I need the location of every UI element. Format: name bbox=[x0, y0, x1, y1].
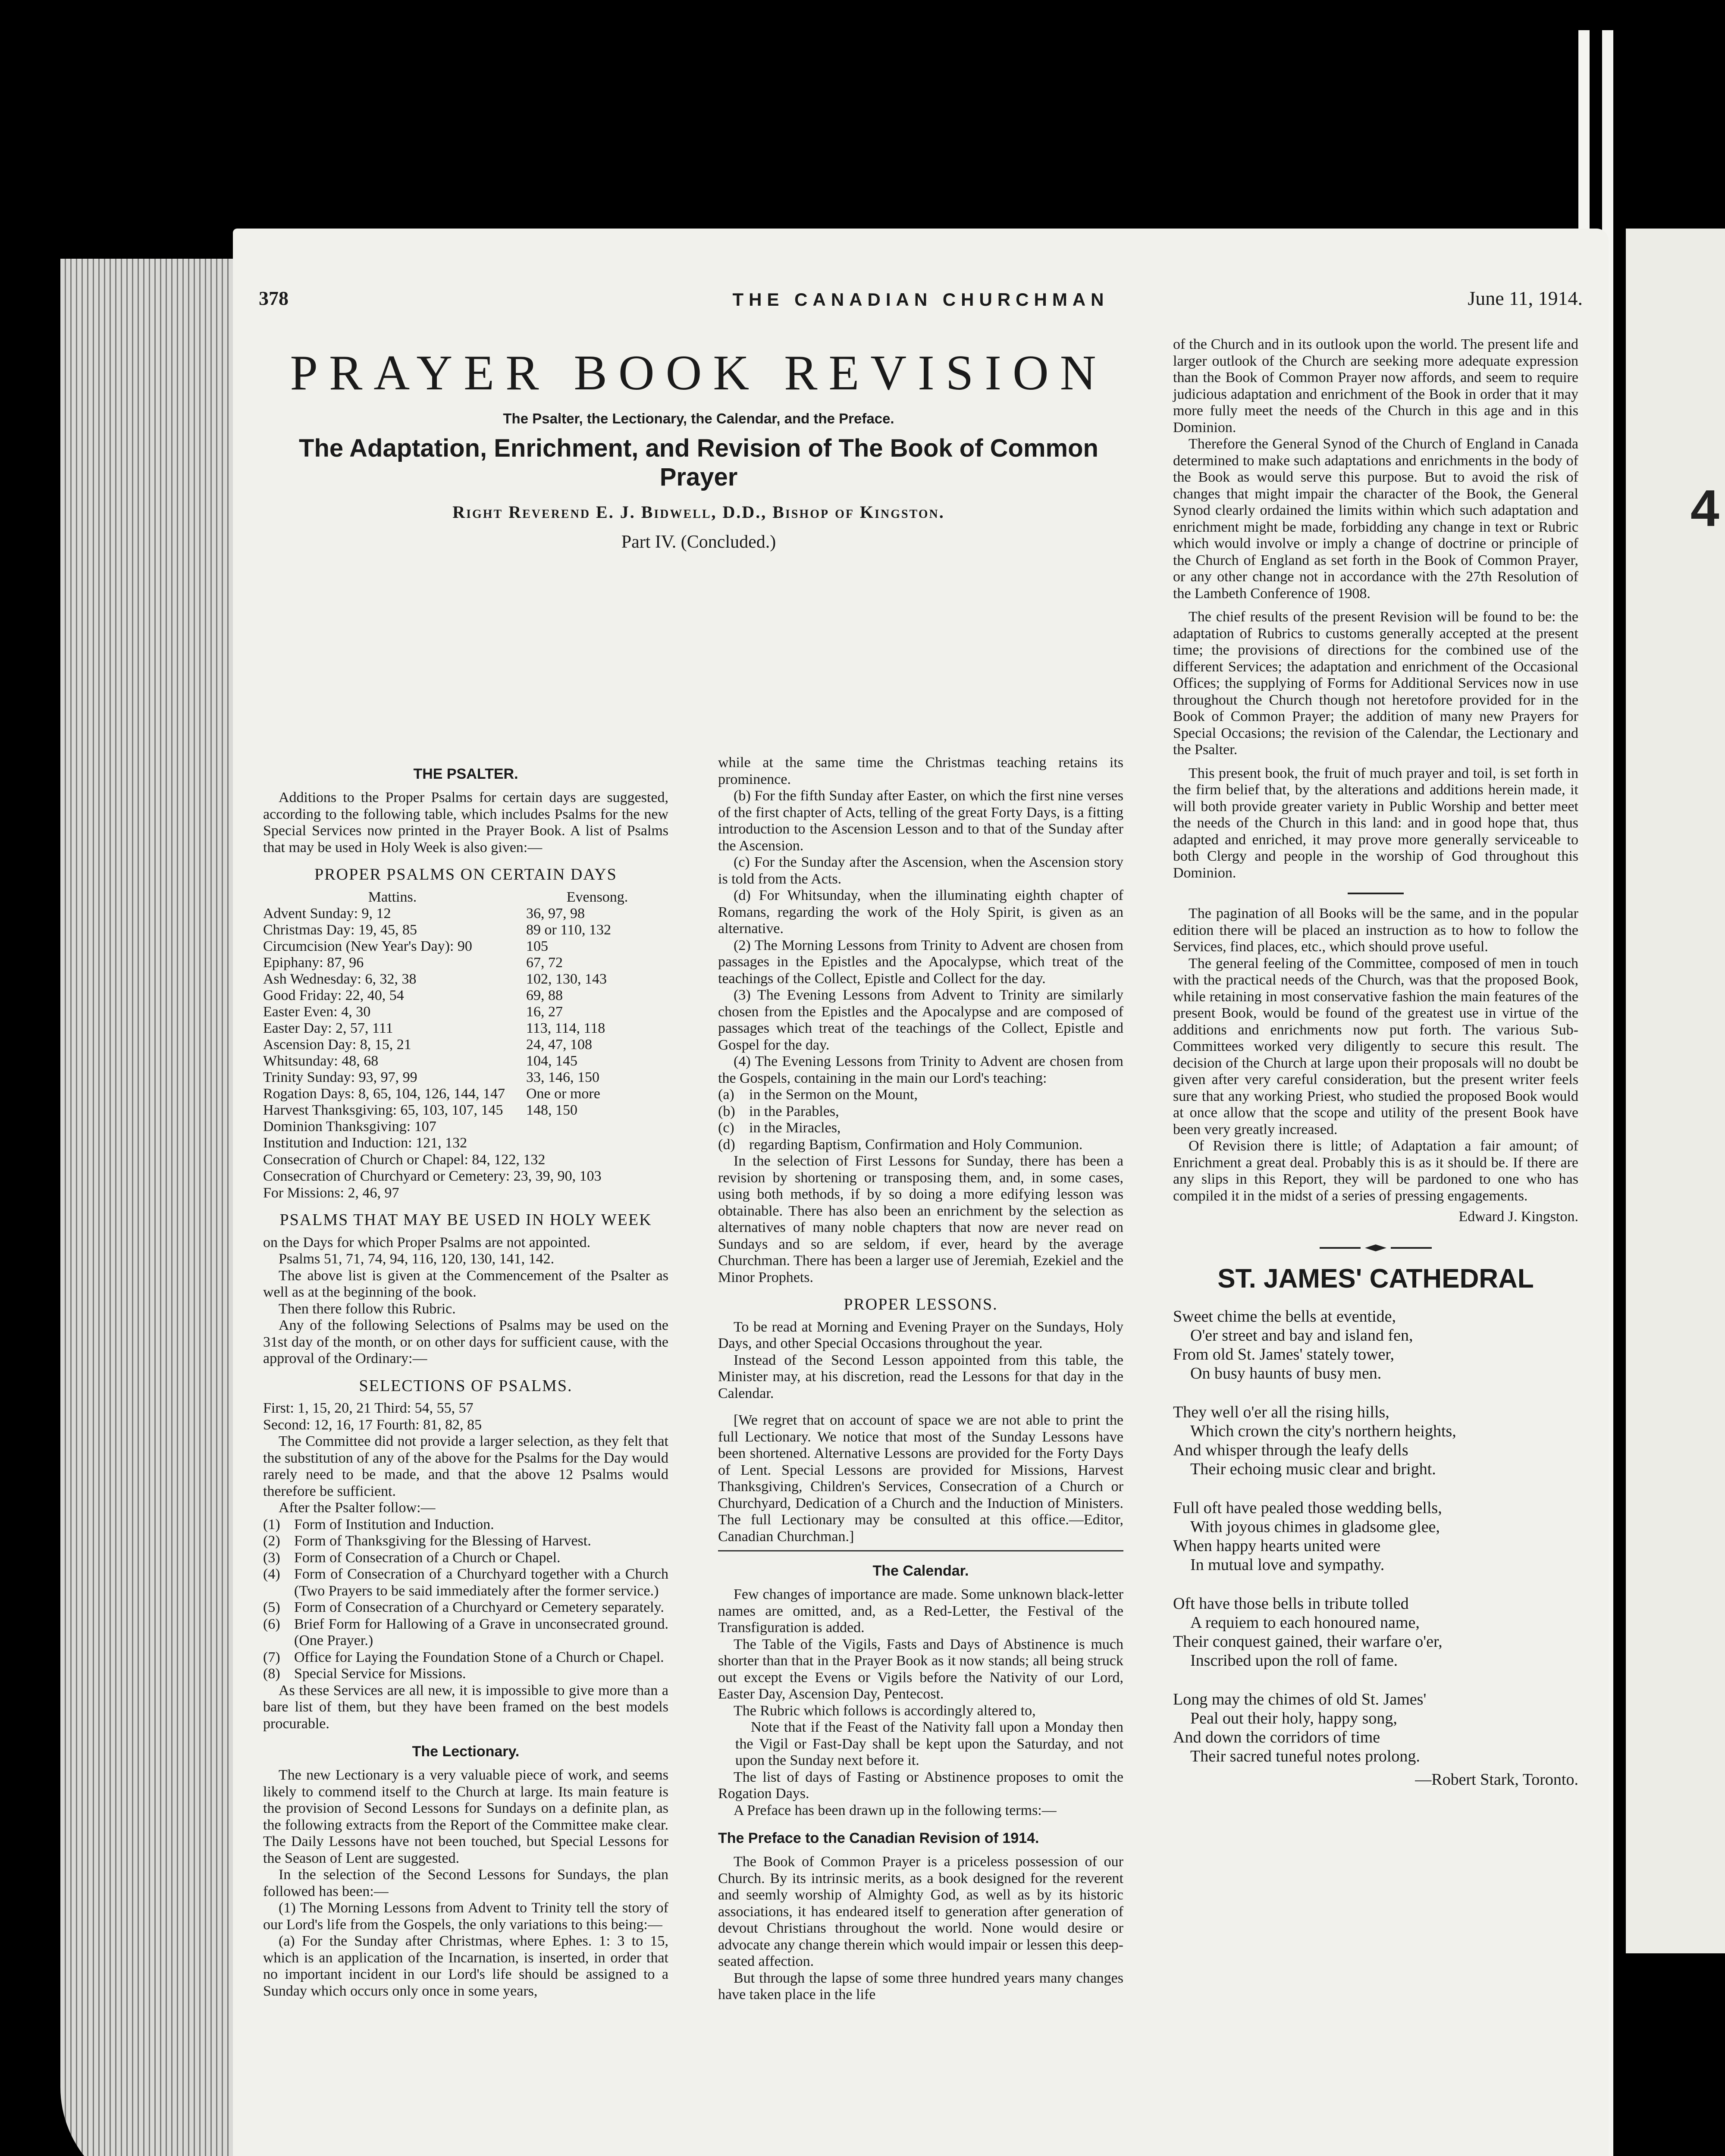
section-heading: THE PSALTER. bbox=[413, 766, 518, 782]
paragraph: (2) The Morning Lessons from Trinity to Advent are chosen from passages in the Epistles and the Apocalypse, which treat of the teachings of the Collect, Epistle and Collect for the day. bbox=[718, 937, 1123, 987]
article-title: PRAYER BOOK REVISION bbox=[290, 345, 1107, 401]
newspaper-page bbox=[233, 229, 1609, 2156]
paragraph: The list of days of Fasting or Abstinence proposes to omit the Rogation Days. bbox=[718, 1769, 1123, 1802]
paragraph: The pagination of all Books will be the same, and in the popular edition there will be placed an instruction as to how to follow the Services, find places, etc., which should prove useful. bbox=[1173, 906, 1578, 955]
paragraph: Note that if the Feast of the Nativity fall upon a Monday then the Vigil or Fast-Day shall be kept upon the Saturday, and not upon the Sunday next before it. bbox=[735, 1719, 1123, 1768]
editor-note bbox=[718, 1412, 1123, 1551]
paragraph: (4) The Evening Lessons from Trinity to Advent are chosen from the Gospels, containing in the main our Lord's teaching: bbox=[718, 1053, 1123, 1086]
paragraph: on the Days for which Proper Psalms are not appointed. bbox=[263, 1234, 591, 1250]
table-row: Good Friday: 22, 40, 54 69, 88 bbox=[263, 987, 563, 1003]
section-heading: The Calendar. bbox=[872, 1563, 969, 1579]
book-page-edges bbox=[60, 259, 242, 2156]
table-row: Ash Wednesday: 6, 32, 38 102, 130, 143 bbox=[263, 971, 607, 987]
paragraph: The general feeling of the Committee, composed of men in touch with the practical needs of the Church, was that the proposed Book, while retaining in most conservative fashion the main features of the present Book, would be found of the greatest use in virtue of the additions and enrichments now put forth. The various Sub-Committees worked very diligently to secure this result. The decision of the Church at large upon their proposals will no doubt be given after very careful consideration, but the present writer feels sure that any working Priest, who studied the proposed Book would at once allow that the scope and utility of the present Book have been very greatly increased. bbox=[1173, 955, 1578, 1138]
paragraph: (a) For the Sunday after Christmas, where Ephes. 1: 3 to 15, which is an application of the Incarnation, is inserted, in order that no important incident in our Lord's life should be assigned to a Sunday which occurs only once in some years, bbox=[263, 1933, 668, 1999]
section-heading: The Preface to the Canadian Revision of 1914. bbox=[718, 1830, 1039, 1846]
paragraph: The Book of Common Prayer is a priceless possession of our Church. By its intrinsic merits, as a book designed for the reverent and seemly worship of Almighty God, as well as by its historic associations, it has endeared itself to generation after generation of devout Christians throughout the world. None would desire or advocate any change therein which would impair or lessen this deep-seated affection. bbox=[718, 1854, 1123, 1969]
paragraph: Of Revision there is little; of Adaptation a fair amount; of Enrichment a great deal. Probably this is as it should be. If there are any slips in this Report, they will be pardoned to one who has compiled it in the midst of a series of pressing engagements. bbox=[1173, 1138, 1578, 1204]
facing-page: 4 bbox=[1626, 229, 1725, 1953]
paragraph: The above list is given at the Commencement of the Psalter as well as at the beginning of the book. bbox=[263, 1267, 668, 1300]
article-heading bbox=[259, 336, 1138, 552]
paragraph: while at the same time the Christmas teaching retains its prominence. bbox=[718, 755, 1123, 787]
list-item: (a) in the Sermon on the Mount, bbox=[718, 1087, 918, 1103]
paragraph: Psalms 51, 71, 74, 94, 116, 120, 130, 141, 142. bbox=[279, 1251, 555, 1267]
paragraph: To be read at Morning and Evening Prayer on the Sundays, Holy Days, and other Special Occasions throughout the year. bbox=[718, 1319, 1123, 1351]
table-row: Easter Day: 2, 57, 111 113, 114, 118 bbox=[263, 1020, 605, 1036]
section-heading: SELECTIONS OF PSALMS. bbox=[359, 1376, 573, 1395]
paragraph: This present book, the fruit of much prayer and toil, is set forth in the firm belief that, by the alterations and additions herein made, it will both provide greater variety in Public Worship and better meet the needs of the Church in this land: and in good hope that, thus adapted and enriched, it may prove more generally serviceable to both Clergy and people in the worship of God throughout this Dominion. bbox=[1173, 765, 1578, 881]
column-2 bbox=[718, 755, 1123, 2003]
list-item: (8) Special Service for Missions. bbox=[263, 1666, 466, 1682]
article-author: Right Reverend E. J. Bidwell, D.D., Bishop of Kingston. bbox=[452, 502, 945, 522]
table-header: Evensong. bbox=[566, 889, 628, 905]
list-item: (5) Form of Consecration of a Churchyard or Cemetery separately. bbox=[263, 1599, 664, 1615]
paragraph: [We regret that on account of space we are not able to print the full Lectionary. We notice that most of the Sunday Lessons have been shortened. Alternative Lessons are provided for the Forty Days of Lent. Special Lessons are provided for Missions, Harvest Thanksgiving, Children's Services, Consecration of a Church or Churchyard, Dedication of a Church and the Induction of Ministers. The full Lectionary may be consulted at this office.—Editor, Canadian Churchman.] bbox=[718, 1412, 1123, 1545]
page-number: 378 bbox=[259, 287, 289, 309]
table-line: Dominion Thanksgiving: 107 bbox=[263, 1118, 436, 1134]
poem-stanza: Oft have those bells in tribute tolled A requiem to each honoured name, Their conquest gained, their warfare o'er, Inscribed upon the roll of fame. bbox=[1173, 1595, 1443, 1670]
paragraph: As these Services are all new, it is impossible to give more than a bare list of them, but they have been framed on the best models procurable. bbox=[263, 1682, 668, 1732]
section-heading: PROPER PSALMS ON CERTAIN DAYS bbox=[314, 865, 617, 884]
table-row: Christmas Day: 19, 45, 85 89 or 110, 132 bbox=[263, 921, 612, 938]
article-part: Part IV. (Concluded.) bbox=[621, 532, 776, 552]
paragraph: Therefore the General Synod of the Church of England in Canada determined to make such adaptations and enrichments in the body of the Book as would serve this purpose. But to avoid the risk of changes that might impair the character of the Book, the General Synod clearly ordained the limits within which such adaptation and enrichment might be made, forbidding any change in text or Rubric which would involve or imply a change of doctrine or principle of the Church of England as set forth in the Book of Common Prayer, or any other change not in accordance with the 27th Resolution of the Lambeth Conference of 1908. bbox=[1173, 436, 1578, 602]
article-subtitle-main: The Adaptation, Enrichment, and Revision of The Book of Common Prayer bbox=[299, 434, 1098, 491]
list-item: (6) Brief Form for Hallowing of a Grave in unconsecrated ground. (One Prayer.) bbox=[263, 1616, 668, 1648]
table-header: Mattins. bbox=[368, 889, 417, 905]
list-item: (c) in the Miracles, bbox=[718, 1120, 841, 1136]
table-line: Consecration of Churchyard or Cemetery: 23, 39, 90, 103 bbox=[263, 1168, 602, 1184]
table-row: Epiphany: 87, 96 67, 72 bbox=[263, 954, 563, 971]
section-heading: PSALMS THAT MAY BE USED IN HOLY WEEK bbox=[279, 1211, 652, 1229]
paragraph: (b) For the fifth Sunday after Easter, on which the first nine verses of the first chapter of Acts, telling of the great Forty Days, is a fitting introduction to the Ascension Lesson and to that of the Sunday after the Ascension. bbox=[718, 788, 1123, 854]
selection-line: First: 1, 15, 20, 21 Third: 54, 55, 57 bbox=[263, 1400, 474, 1416]
table-row: Circumcision (New Year's Day): 90 105 bbox=[263, 938, 548, 954]
paragraph: A Preface has been drawn up in the following terms:— bbox=[734, 1802, 1057, 1818]
paragraph: The Rubric which follows is accordingly altered to, bbox=[734, 1702, 1036, 1719]
table-row: Rogation Days: 8, 65, 104, 126, 144, 147 One or more bbox=[263, 1085, 600, 1102]
table-row: Whitsunday: 48, 68 104, 145 bbox=[263, 1053, 577, 1069]
list-item: (1) Form of Institution and Induction. bbox=[263, 1516, 494, 1532]
poem-stanza: Sweet chime the bells at eventide, O'er street and bay and island fen, From old St. James' stately tower, On busy haunts of busy men. bbox=[1173, 1307, 1413, 1382]
table-row: Trinity Sunday: 93, 97, 99 33, 146, 150 bbox=[263, 1069, 599, 1085]
column-1 bbox=[263, 755, 668, 1999]
proper-psalms-table bbox=[263, 889, 668, 1119]
paragraph: After the Psalter follow:— bbox=[279, 1500, 436, 1516]
publication-title: THE CANADIAN CHURCHMAN bbox=[732, 289, 1109, 310]
table-row: Ascension Day: 8, 15, 21 24, 47, 108 bbox=[263, 1036, 592, 1053]
poem bbox=[1173, 1307, 1578, 1789]
paragraph: Additions to the Proper Psalms for certain days are suggested, according to the following table, which includes Psalms for the new Special Services now printed in the Prayer Book. A list of Psalms that may be used in Holy Week is also given:— bbox=[263, 790, 668, 856]
table-line: Institution and Induction: 121, 132 bbox=[263, 1135, 467, 1151]
table-line: Consecration of Church or Chapel: 84, 122, 132 bbox=[263, 1151, 546, 1168]
paragraph: In the selection of First Lessons for Sunday, there has been a revision by shortening or transposing them, and, in some cases, using both methods, if by so doing a more edifying lesson was obtainable. There has also been an enrichment by the selection as alternatives of many noble chapters that now are never read on Sundays and so are seldom, if ever, heard by the average Churchman. There has been a larger use of Jeremiah, Ezekiel and the Minor Prophets. bbox=[718, 1153, 1123, 1285]
list-item: (4) Form of Consecration of a Churchyard together with a Church (Two Prayers to be said immediately after the former service.) bbox=[263, 1566, 668, 1599]
section-heading: PROPER LESSONS. bbox=[844, 1295, 998, 1313]
poem-stanza: Long may the chimes of old St. James' Peal out their holy, happy song, And down the corridors of time Their sacred tuneful notes prolong. bbox=[1173, 1690, 1427, 1765]
table-line: For Missions: 2, 46, 97 bbox=[263, 1185, 399, 1201]
selection-line: Second: 12, 16, 17 Fourth: 81, 82, 85 bbox=[263, 1416, 482, 1433]
list-item: (d) regarding Baptism, Confirmation and Holy Communion. bbox=[718, 1136, 1083, 1153]
ornament-divider bbox=[1173, 1238, 1578, 1255]
table-row: Advent Sunday: 9, 12 36, 97, 98 bbox=[263, 905, 585, 921]
divider bbox=[1348, 893, 1404, 894]
article-subtitle: The Psalter, the Lectionary, the Calendar, and the Preface. bbox=[503, 411, 894, 426]
poem-stanza: They well o'er all the rising hills, Which crown the city's northern heights, And whisper through the leafy dells Their echoing music clear and bright. bbox=[1173, 1403, 1456, 1478]
paragraph: But through the lapse of some three hundred years many changes have taken place in the life bbox=[718, 1970, 1123, 2002]
paragraph: Few changes of importance are made. Some unknown black-letter names are omitted, and, as a Red-Letter, the Festival of the Transfiguration is added. bbox=[718, 1586, 1123, 1636]
paragraph: The Committee did not provide a larger selection, as they felt that the substitution of any of the above for the Psalms for the Day would rarely need to be made, and that the above 12 Psalms would therefore be sufficient. bbox=[263, 1433, 668, 1499]
section-heading: The Lectionary. bbox=[412, 1743, 520, 1760]
ornament-icon bbox=[1320, 1244, 1432, 1252]
paragraph: of the Church and in its outlook upon the world. The present life and larger outlook of the Church are seeking more adequate expression than the Book of Common Prayer now affords, and seem to require judicious adaptation and enrichment of the Book in order that it may more fully meet the needs of the Church in this age and in this Dominion. bbox=[1173, 336, 1578, 436]
paragraph: (d) For Whitsunday, when the illuminating eighth chapter of Romans, regarding the work of the Holy Spirit, is given as an alternative. bbox=[718, 887, 1123, 937]
poem-title: ST. JAMES' CATHEDRAL bbox=[1217, 1264, 1534, 1294]
column-3 bbox=[1173, 336, 1578, 1789]
paragraph: The new Lectionary is a very valuable piece of work, and seems likely to commend itself to the Church at large. Its main feature is the provision of Second Lessons for Sundays on a definite plan, as the following extracts from the Report of the Committee make clear. The Daily Lessons have not been touched, but Special Lessons for the Season of Lent are suggested. bbox=[263, 1767, 668, 1866]
paragraph: Then there follow this Rubric. bbox=[279, 1300, 456, 1317]
issue-date: June 11, 1914. bbox=[1468, 287, 1583, 309]
list-item: (b) in the Parables, bbox=[718, 1103, 839, 1119]
table-row: Easter Even: 4, 30 16, 27 bbox=[263, 1003, 563, 1020]
paragraph: (3) The Evening Lessons from Advent to Trinity are similarly chosen from the Epistles and the Apocalypse and are composed of passages which treat of the teachings of the Collect, Epistle and Gospel for the day. bbox=[718, 987, 1123, 1053]
paragraph: In the selection of the Second Lessons for Sundays, the plan followed has been:— bbox=[263, 1867, 668, 1899]
table-row: Harvest Thanksgiving: 65, 103, 107, 145 148, 150 bbox=[263, 1102, 577, 1118]
list-item: (2) Form of Thanksgiving for the Blessing of Harvest. bbox=[263, 1533, 591, 1549]
signature: Edward J. Kingston. bbox=[1458, 1209, 1578, 1225]
paragraph: (1) The Morning Lessons from Advent to Trinity tell the story of our Lord's life from the Gospels, the only variations to this being:— bbox=[263, 1900, 668, 1933]
page-header bbox=[259, 287, 1583, 317]
paragraph: The Table of the Vigils, Fasts and Days of Abstinence is much shorter than that in the Prayer Book as it now stands; all being struck out except the Evens or Vigils before the Nativity of our Lord, Easter Day, Ascension Day, Pentecost. bbox=[718, 1636, 1123, 1702]
paragraph: The chief results of the present Revision will be found to be: the adaptation of Rubrics to customs generally accepted at the present time; the provisions of directions for the combined use of the different Services; the adaptation and enrichment of the Occasional Offices; the supplying of Forms for Additional Services now in use throughout the Church though not heretofore provided for in the Book of Common Prayer; the addition of many new Prayers for Special Occasions; the revision of the Calendar, the Lectionary and the Psalter. bbox=[1173, 609, 1578, 758]
poem-author: —Robert Stark, Toronto. bbox=[1415, 1771, 1578, 1789]
paragraph: (c) For the Sunday after the Ascension, when the Ascension story is told from the Acts. bbox=[718, 854, 1123, 887]
list-item: (7) Office for Laying the Foundation Stone of a Church or Chapel. bbox=[263, 1649, 664, 1665]
paragraph: Any of the following Selections of Psalms may be used on the 31st day of the month, or on other days for sufficient cause, with the approval of the Ordinary:— bbox=[263, 1317, 668, 1366]
paragraph: Instead of the Second Lesson appointed from this table, the Minister may, at his discretion, read the Lessons for that day in the Calendar. bbox=[718, 1352, 1123, 1401]
poem-stanza: Full oft have pealed those wedding bells, With joyous chimes in gladsome glee, When happy hearts united were In mutual love and sympathy. bbox=[1173, 1499, 1442, 1574]
list-item: (3) Form of Consecration of a Church or Chapel. bbox=[263, 1549, 561, 1566]
